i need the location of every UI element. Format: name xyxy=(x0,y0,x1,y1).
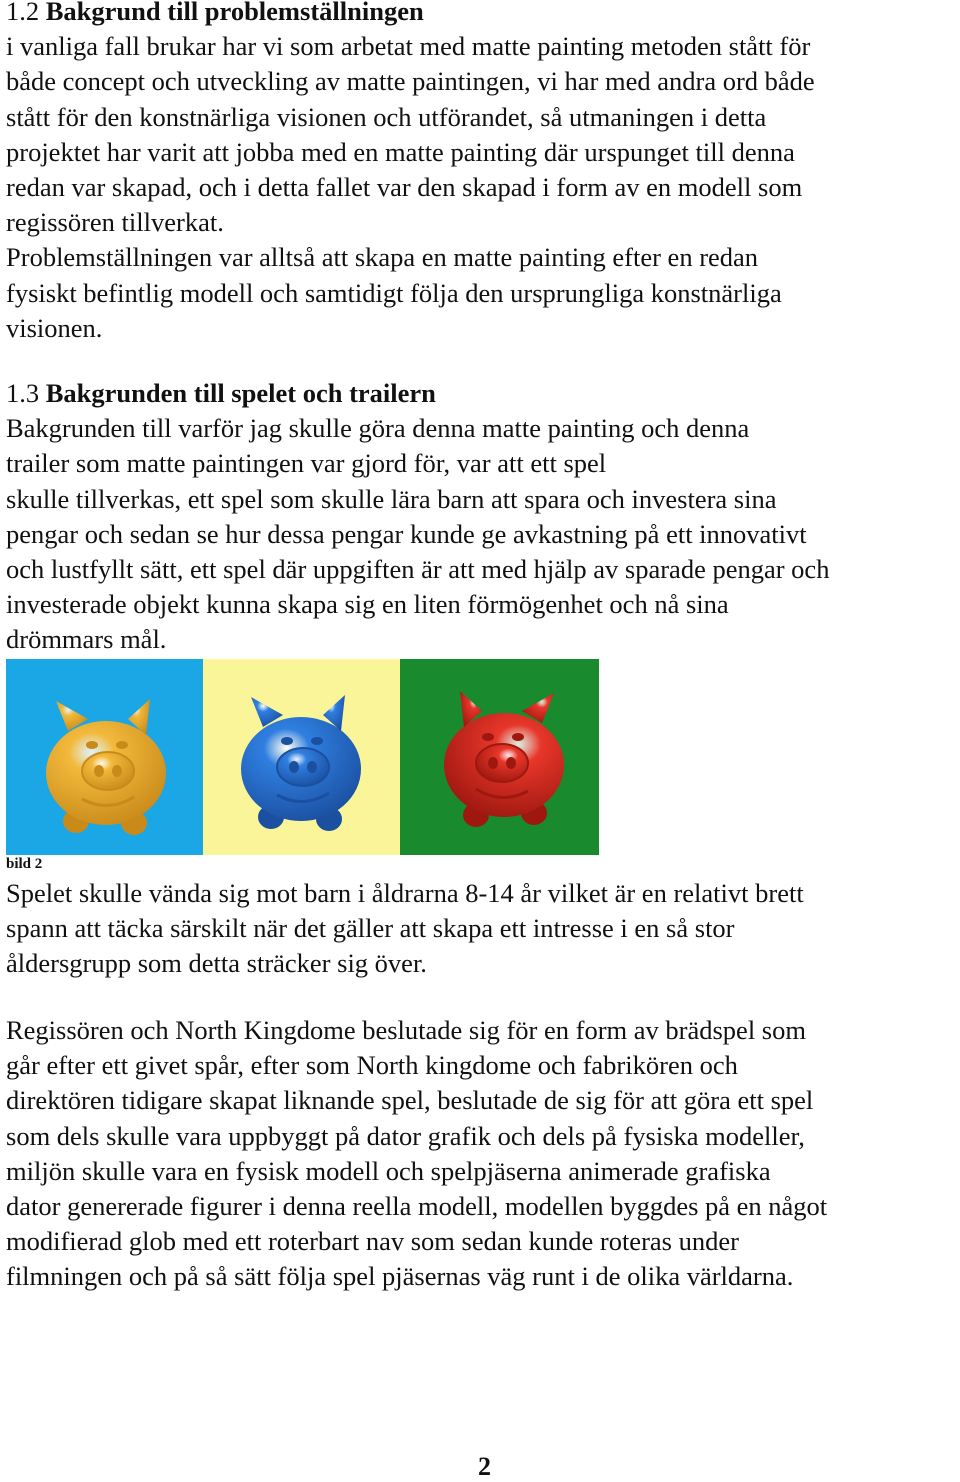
blue-piggy-bank-icon xyxy=(203,659,400,855)
text-line: investerade objekt kunna skapa sig en liten förmögenhet och nå sina xyxy=(6,589,729,620)
paragraph-target-age xyxy=(6,876,804,982)
text-line: går efter ett givet spår, efter som North kingdome och fabrikören och xyxy=(6,1050,738,1081)
text-line: fysiskt befintlig modell och samtidigt följa den ursprungliga konstnärliga xyxy=(6,277,782,308)
figure-panel-red-pig xyxy=(400,659,599,855)
yellow-piggy-bank-icon xyxy=(6,659,203,855)
page-number: 2 xyxy=(478,1452,491,1481)
text-line: Bakgrunden till varför jag skulle göra denna matte painting och denna xyxy=(6,413,750,444)
section-title: Bakgrunden till spelet och trailern xyxy=(45,378,436,408)
figure-panel-yellow-pig xyxy=(6,659,203,855)
text-line: filmningen och på så sätt följa spel pjäsernas väg runt i de olika världarna. xyxy=(6,1261,794,1292)
text-line: redan var skapad, och i detta fallet var den skapad i form av en modell som xyxy=(6,172,803,203)
text-line: dator genererade figurer i denna reella modell, modellen byggdes på en något xyxy=(6,1191,828,1222)
text-line: trailer som matte paintingen var gjord för, var att ett spel xyxy=(6,448,607,479)
section-number: 1.3 xyxy=(6,378,40,408)
text-line: visionen. xyxy=(6,312,103,343)
section-1-2 xyxy=(6,0,815,346)
section-heading-1-3 xyxy=(6,376,829,411)
text-line: Problemställningen var alltså att skapa en matte painting efter en redan xyxy=(6,242,759,273)
text-line: direktören tidigare skapat liknande spel, beslutade de sig för att göra ett spel xyxy=(6,1085,814,1116)
text-line: modifierad glob med ett roterbart nav som sedan kunde roteras under xyxy=(6,1226,739,1257)
section-number: 1.2 xyxy=(6,0,40,26)
paragraph xyxy=(6,876,804,982)
section-title: Bakgrund till problemställningen xyxy=(45,0,424,26)
text-line: skulle tillverkas, ett spel som skulle lära barn att spara och investera sina xyxy=(6,483,777,514)
red-piggy-bank-icon xyxy=(400,659,599,855)
text-line: regissören tillverkat. xyxy=(6,207,224,238)
section-heading-1-2 xyxy=(6,0,815,29)
text-line: i vanliga fall brukar har vi som arbetat med matte painting metoden stått för xyxy=(6,31,811,62)
paragraph xyxy=(6,29,815,240)
text-line: projektet har varit att jobba med en matte painting där urspunget till denna xyxy=(6,136,795,167)
figure-caption: bild 2 xyxy=(6,856,43,872)
paragraph xyxy=(6,411,829,657)
text-line: Regissören och North Kingdome beslutade sig för en form av brädspel som xyxy=(6,1015,806,1045)
text-line: spann att täcka särskilt när det gäller att skapa ett intresse i en så stor xyxy=(6,913,735,944)
figure-panel-blue-pig xyxy=(203,659,400,855)
paragraph xyxy=(6,1013,827,1295)
text-line: åldersgrupp som detta sträcker sig över. xyxy=(6,948,427,979)
text-line: både concept och utveckling av matte paintingen, vi har med andra ord både xyxy=(6,66,815,97)
text-line: och lustfyllt sätt, ett spel där uppgiften är att med hjälp av sparade pengar och xyxy=(6,554,830,585)
paragraph xyxy=(6,240,815,346)
piggy-bank-figure xyxy=(6,659,599,855)
text-line: miljön skulle vara en fysisk modell och spelpjäserna animerade grafiska xyxy=(6,1155,771,1186)
text-line: Spelet skulle vända sig mot barn i åldrarna 8-14 år vilket är en relativt brett xyxy=(6,878,804,908)
text-line: pengar och sedan se hur dessa pengar kunde ge avkastning på ett innovativt xyxy=(6,518,807,549)
section-1-3 xyxy=(6,376,829,658)
paragraph-board-game xyxy=(6,1013,827,1295)
text-line: drömmars mål. xyxy=(6,624,167,655)
text-line: stått för den konstnärliga visionen och utförandet, så utmaningen i detta xyxy=(6,101,767,132)
text-line: som dels skulle vara uppbyggt på dator grafik och dels på fysiska modeller, xyxy=(6,1120,805,1151)
